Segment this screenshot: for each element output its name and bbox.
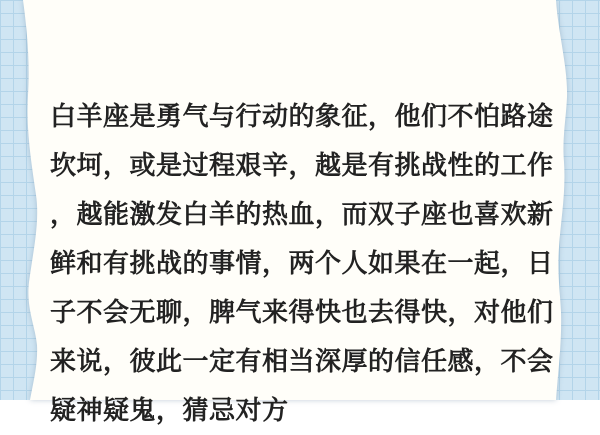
article-text <box>50 92 560 435</box>
text-line: 来说，彼此一定有相当深厚的信任感，不会 <box>50 347 554 376</box>
text-line: ，越能激发白羊的热血，而双子座也喜欢新 <box>50 200 554 229</box>
text-line: 坎坷，或是过程艰辛，越是有挑战性的工作 <box>50 151 554 180</box>
text-line-clipped: 疑神疑鬼，猜忌对方 <box>50 396 289 425</box>
text-line: 子不会无聊，脾气来得快也去得快，对他们 <box>50 298 554 327</box>
text-line: 鲜和有挑战的事情，两个人如果在一起，日 <box>50 249 554 278</box>
text-line: 白羊座是勇气与行动的象征，他们不怕路途 <box>50 102 554 131</box>
